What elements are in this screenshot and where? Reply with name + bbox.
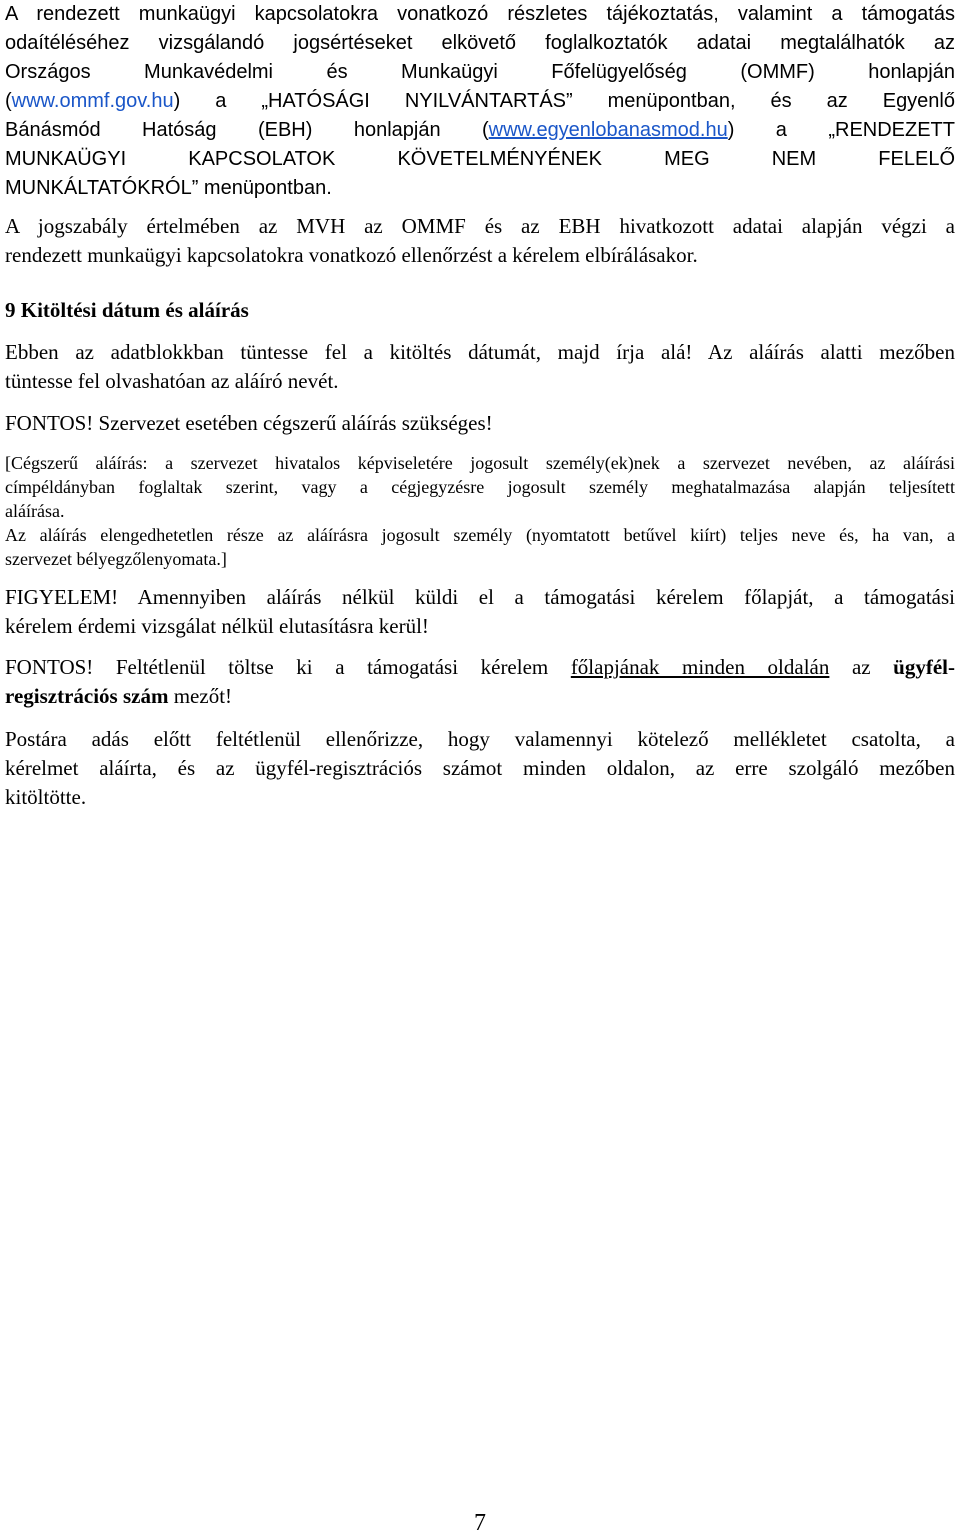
text-fragment: az (829, 655, 894, 679)
intro-paragraph (5, 0, 955, 203)
text-fragment: ) a „HATÓSÁGI NYILVÁNTARTÁS” menüpontban, és az Egyenlő (173, 90, 955, 112)
text-line: A jogszabály értelmében az MVH az OMMF és az EBH hivatkozott adatai alapján végzi a (5, 214, 955, 238)
instruction-paragraph (5, 338, 955, 396)
text-line: rendezett munkaügyi kapcsolatokra vonatkozó ellenőrzést a kérelem elbírálásakor. (5, 243, 698, 267)
text-line: Ebben az adatblokkban tüntesse fel a kitöltés dátumát, majd írja alá! Az aláírás alatti mezőben (5, 340, 955, 364)
text-line (5, 653, 955, 682)
underlined-text: főlapjának minden oldalán (570, 655, 830, 679)
text-line: kitöltötte. (5, 785, 87, 809)
page-number: 7 (474, 1510, 486, 1536)
text-line: kérelmet aláírta, és az ügyfél-regisztrációs számot minden oldalon, az erre szolgáló mezőben (5, 756, 955, 780)
text-line: MUNKÁLTATÓKRÓL” menüpontban. (5, 177, 332, 199)
signature-definition (5, 451, 955, 571)
text-line (5, 87, 955, 116)
text-line: kérelem érdemi vizsgálat nélkül elutasításra kerül! (5, 614, 429, 638)
text-line (5, 409, 955, 438)
registration-note (5, 653, 955, 711)
bold-text: regisztrációs szám (5, 684, 169, 708)
fontos-label: FONTOS! (5, 411, 94, 435)
text-line: Országos Munkavédelmi és Munkaügyi Főfelügyelőség (OMMF) honlapján (5, 61, 955, 83)
text-line: A rendezett munkaügyi kapcsolatokra vonatkozó részletes tájékoztatás, valamint a támogatás (5, 3, 955, 25)
ommf-link[interactable]: www.ommf.gov.hu (11, 90, 174, 112)
text-fragment: ) a „RENDEZETT (727, 119, 955, 141)
text-line: odaítéléséhez vizsgálandó jogsértéseket elkövető foglalkoztatók adatai megtalálhatók az (5, 32, 955, 54)
text-line (5, 682, 955, 711)
warning-paragraph (5, 583, 955, 641)
section-heading: 9 Kitöltési dátum és aláírás (5, 298, 249, 322)
important-note (5, 409, 955, 438)
text-fragment: Feltétlenül töltse ki a támogatási kérelem (93, 655, 571, 679)
text-line: címpéldányban foglaltak szerint, vagy a cégjegyzésre jogosult személy meghatalmazása alapján teljesített (5, 477, 955, 497)
text-fragment: Bánásmód Hatóság (EBH) honlapján ( (5, 119, 489, 141)
text-line: MUNKAÜGYI KAPCSOLATOK KÖVETELMÉNYÉNEK MEG NEM FELELŐ (5, 148, 955, 170)
text-line: Az aláírás elengedhetetlen része az aláírásra jogosult személy (nyomtatott betűvel kiírt) teljes neve és, ha van, a (5, 525, 955, 545)
text-fragment: mezőt! (168, 684, 233, 708)
text-fragment: ( (5, 90, 12, 112)
figyelem-label: FIGYELEM! (5, 585, 119, 609)
text-line: aláírása. (5, 501, 65, 521)
text-line: Postára adás előtt feltétlenül ellenőrizze, hogy valamennyi kötelező mellékletet csatolta, a (5, 727, 955, 751)
text-line: tüntesse fel olvashatóan az aláíró nevét. (5, 369, 339, 393)
text-fragment: Szervezet esetében cégszerű aláírás szükséges! (93, 411, 493, 435)
text-line: [Cégszerű aláírás: a szervezet hivatalos képviseletére jogosult személy(ek)nek a szervezet nevében, az aláírási (5, 453, 955, 473)
legal-paragraph (5, 212, 955, 270)
bold-text: ügyfél- (893, 655, 955, 679)
text-line (5, 116, 955, 145)
text-fragment: Amennyiben aláírás nélkül küldi el a támogatási kérelem főlapját, a támogatási (118, 585, 955, 609)
text-line (5, 583, 955, 612)
ebh-link[interactable]: www.egyenlobanasmod.hu (488, 119, 728, 141)
checklist-paragraph (5, 725, 955, 812)
text-line: szervezet bélyegzőlenyomata.] (5, 549, 227, 569)
fontos-label: FONTOS! (5, 655, 94, 679)
